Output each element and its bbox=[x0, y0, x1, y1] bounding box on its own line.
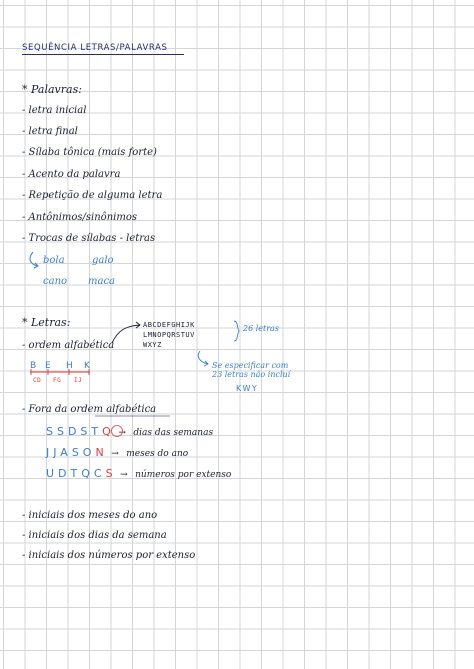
arrow-icon: → bbox=[118, 428, 126, 438]
sequence-days-letters: SSDST bbox=[46, 425, 103, 438]
sequence-months-desc: meses do ano bbox=[126, 449, 189, 459]
letters-heading: * Letras: bbox=[22, 316, 71, 329]
words-item-6: - Antônimos/sinônimos bbox=[22, 212, 137, 223]
example-word-bola: bola bbox=[43, 255, 65, 266]
example-word-galo: galo bbox=[92, 255, 114, 266]
arrow-icon: → bbox=[120, 470, 128, 480]
hook-arrow-icon bbox=[30, 252, 38, 266]
example-letter-b: B bbox=[30, 361, 40, 371]
example-letter-h: H bbox=[66, 361, 76, 371]
alphabet-row-1: ABCDEFGHIJK bbox=[143, 321, 195, 329]
summary-item-2: - iniciais dos dias da semana bbox=[22, 530, 167, 541]
example-word-cano: cano bbox=[43, 276, 68, 287]
sequence-numbers-letters: UDTQC bbox=[46, 467, 106, 480]
outside-order-heading: - Fora da ordem alfabética bbox=[22, 404, 157, 415]
example-letter-e: E bbox=[45, 361, 54, 371]
gap-fg: FG bbox=[53, 377, 62, 384]
words-item-4: - Acento da palavra bbox=[22, 169, 121, 180]
example-letter-k: K bbox=[84, 361, 93, 371]
words-item-1: - letra inicial bbox=[22, 105, 87, 116]
brace-icon bbox=[234, 321, 239, 341]
sequence-months-last: N bbox=[95, 446, 104, 459]
words-item-7: - Trocas de sílabas - letras bbox=[22, 233, 156, 244]
alphabet-row-2: LMNOPQRSTUV bbox=[143, 331, 195, 339]
sequence-days-desc: dias das semanas bbox=[133, 428, 214, 438]
alphabetical-order-label: - ordem alfabética bbox=[22, 340, 115, 351]
arrow-icon: → bbox=[111, 449, 119, 459]
exception-letters: KWY bbox=[236, 384, 259, 393]
example-word-maca: maca bbox=[88, 276, 116, 287]
sequence-days-last: Q bbox=[102, 425, 111, 438]
sequence-months-letters: JJASO bbox=[46, 446, 96, 459]
words-item-5: - Repetição de alguma letra bbox=[22, 190, 163, 201]
words-heading: * Palavras: bbox=[22, 83, 82, 96]
letter-count-note: 26 letras bbox=[243, 324, 279, 333]
alphabet-row-3: WXYZ bbox=[143, 341, 162, 349]
sequence-numbers-desc: números por extenso bbox=[135, 470, 232, 480]
exception-note-line-1: Se especificar com bbox=[212, 361, 289, 370]
gap-cd: CD bbox=[33, 377, 42, 384]
summary-item-1: - iniciais dos meses do ano bbox=[22, 510, 158, 521]
summary-item-3: - iniciais dos números por extenso bbox=[22, 550, 196, 561]
exception-note-line-2: 23 letras não incluí bbox=[212, 370, 291, 379]
sequence-numbers-last: S bbox=[105, 467, 113, 480]
words-item-2: - letra final bbox=[22, 126, 78, 137]
words-item-3: - Sílaba tônica (mais forte) bbox=[22, 147, 157, 158]
highlight-circle bbox=[112, 426, 123, 437]
page-title: SEQUÊNCIA LETRAS/PALAVRAS bbox=[22, 43, 168, 53]
gap-ij: IJ bbox=[74, 377, 83, 384]
